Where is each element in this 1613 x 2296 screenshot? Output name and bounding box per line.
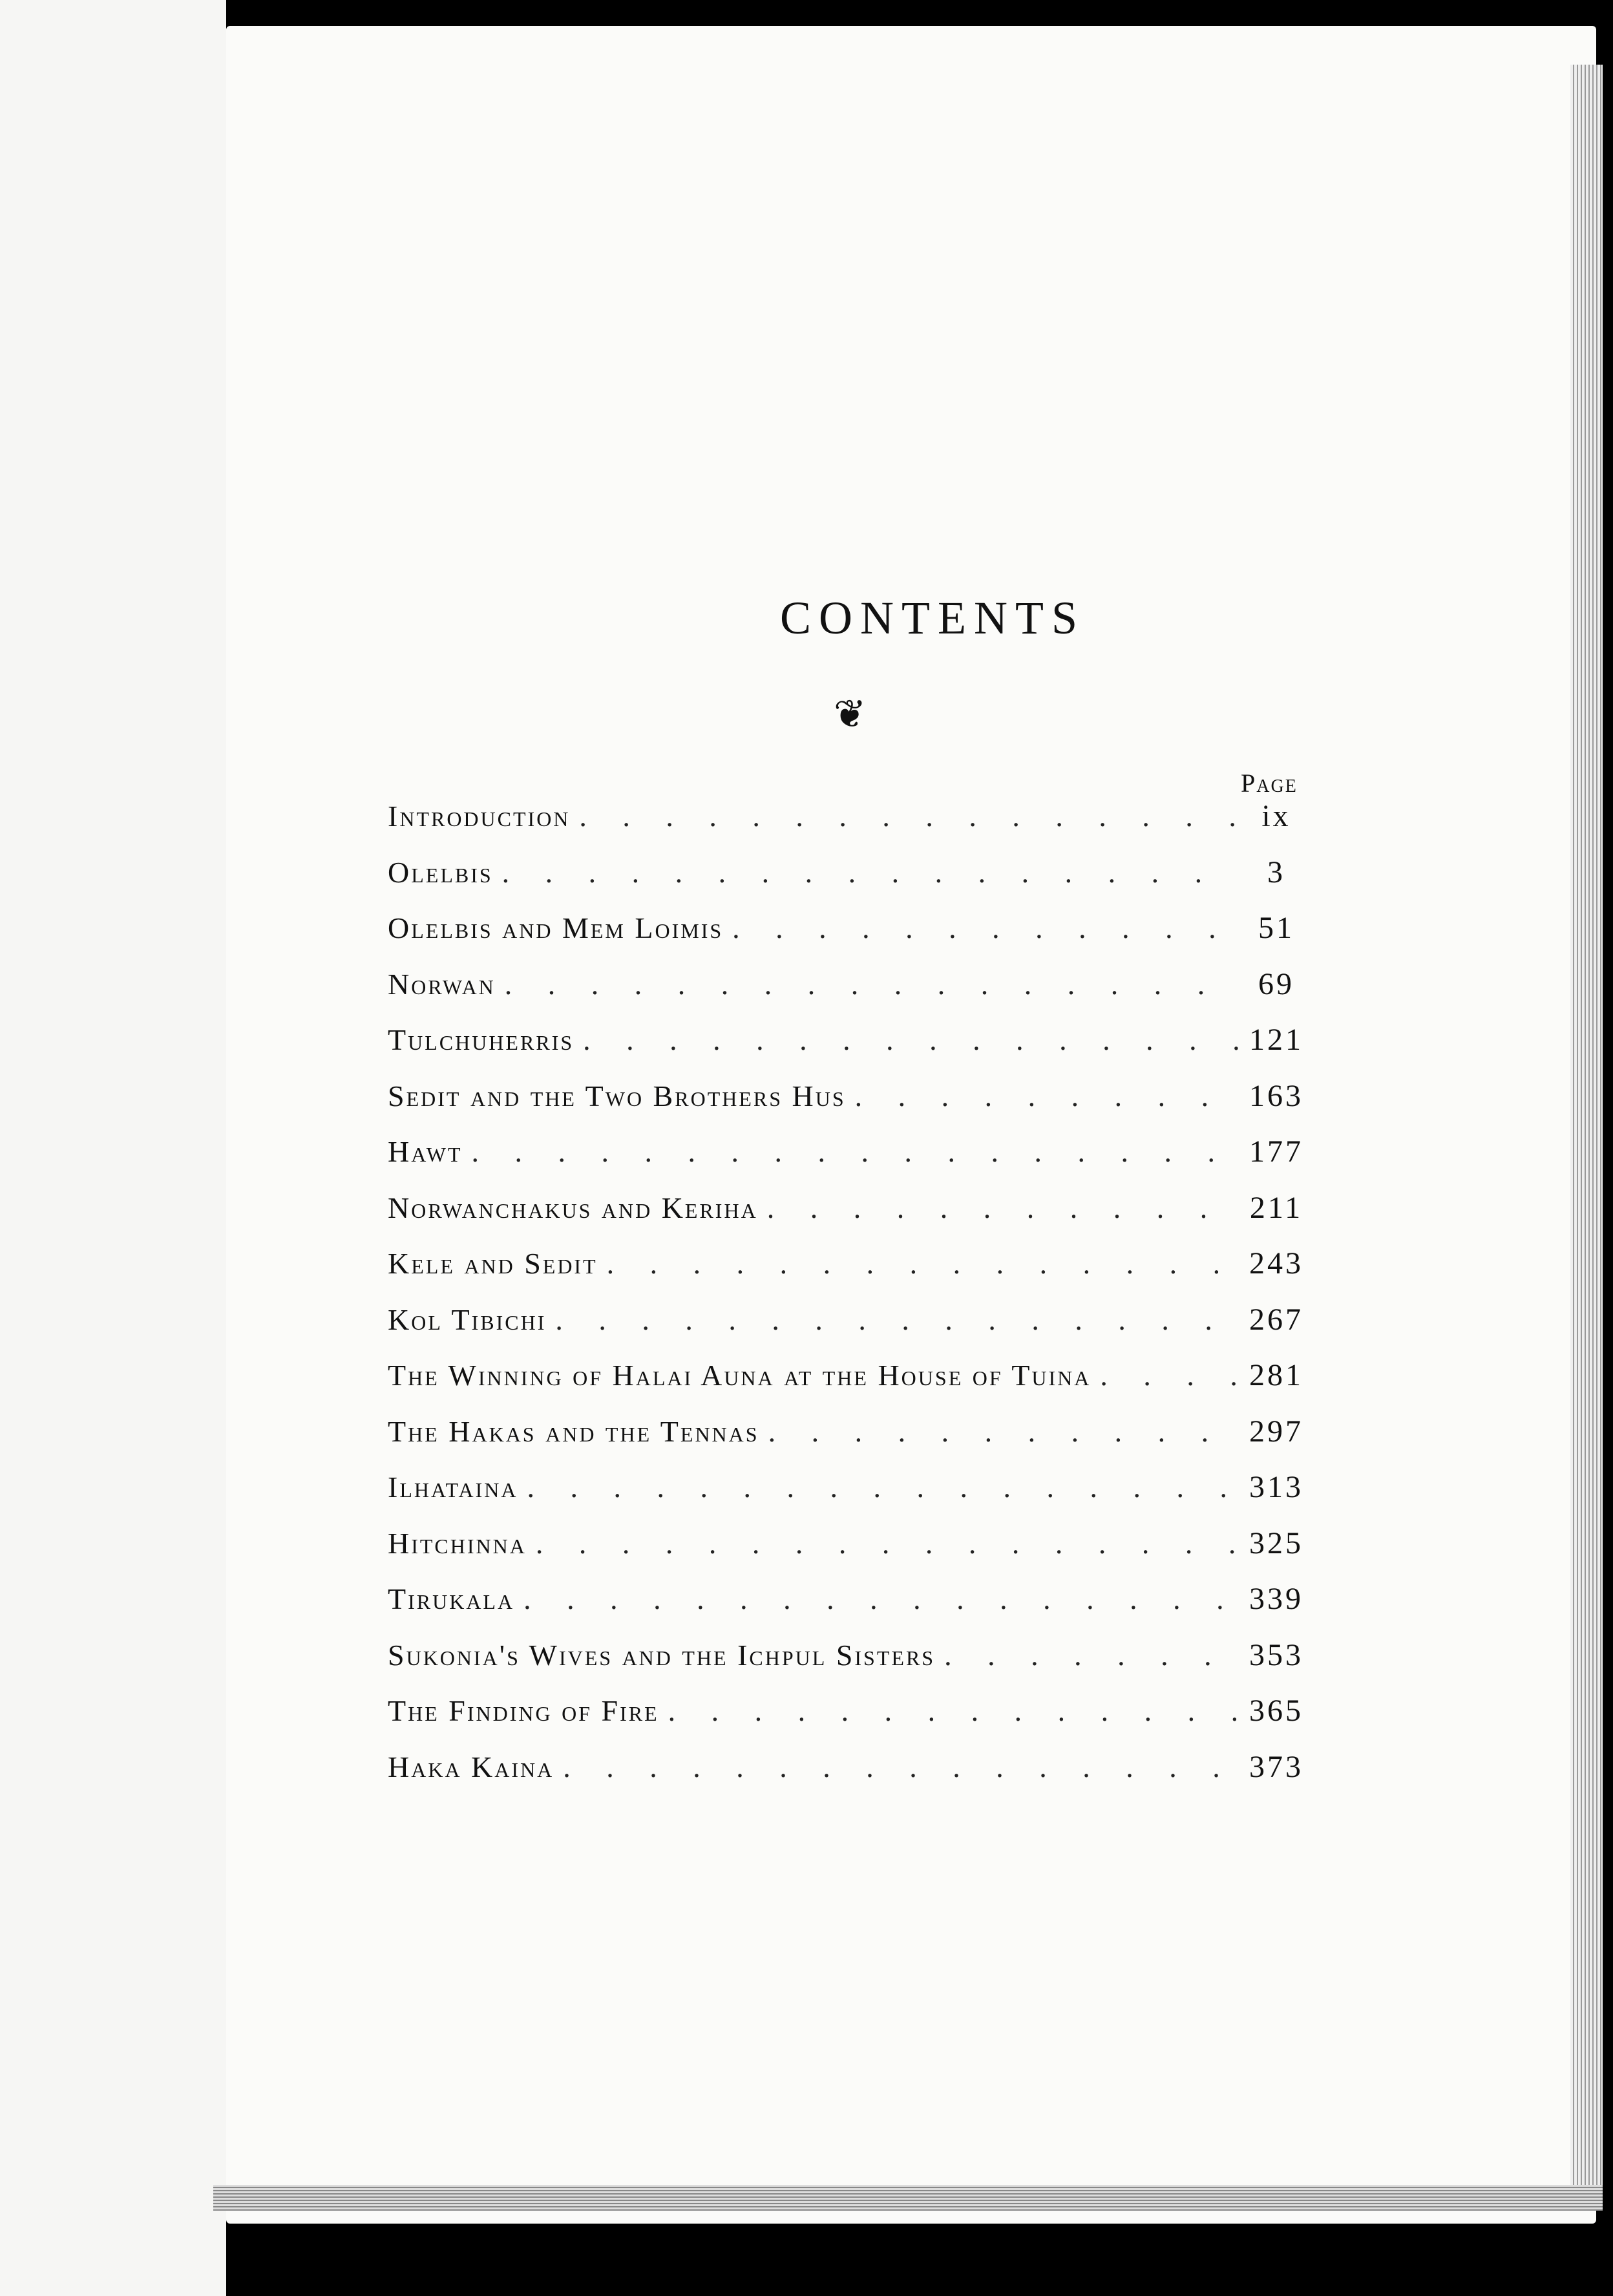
table-of-contents bbox=[388, 798, 1305, 1805]
toc-entry-page: 177 bbox=[1249, 1134, 1303, 1169]
page-column-label: Page bbox=[1241, 769, 1298, 798]
toc-entry bbox=[388, 1637, 1305, 1694]
toc-entry bbox=[388, 1022, 1305, 1078]
dot-leader bbox=[527, 1470, 1238, 1504]
dot-leader bbox=[767, 1191, 1238, 1225]
toc-entry-title: Kele and Sedit bbox=[388, 1247, 598, 1280]
toc-entry-page: 69 bbox=[1258, 966, 1294, 1001]
dot-leader bbox=[583, 1023, 1238, 1057]
toc-entry-page: 339 bbox=[1249, 1582, 1303, 1616]
toc-entry-page: ix bbox=[1261, 799, 1291, 833]
toc-entry-title: Haka Kaina bbox=[388, 1750, 554, 1783]
toc-entry bbox=[388, 1469, 1305, 1525]
dot-leader bbox=[505, 967, 1238, 1001]
toc-entry-title: Kol Tibichi bbox=[388, 1302, 547, 1336]
toc-entry bbox=[388, 1693, 1305, 1749]
left-page-margin bbox=[0, 0, 226, 2296]
dot-leader bbox=[1100, 1358, 1238, 1392]
toc-entry-title: Sedit and the Two Brothers Hus bbox=[388, 1079, 846, 1112]
toc-entry-title: Sukonia's Wives and the Ichpul Sisters bbox=[388, 1638, 936, 1672]
toc-entry-page: 365 bbox=[1249, 1694, 1303, 1728]
toc-entry-page: 281 bbox=[1249, 1358, 1303, 1392]
toc-entry-title: Ilhataina bbox=[388, 1471, 518, 1504]
toc-entry bbox=[388, 1525, 1305, 1582]
toc-entry-page: 353 bbox=[1249, 1637, 1303, 1672]
toc-entry-title: The Winning of Halai Auna at the House of Tuina bbox=[388, 1359, 1091, 1392]
toc-entry-title: Introduction bbox=[388, 800, 571, 833]
page-edges-bottom bbox=[213, 2185, 1603, 2211]
dot-leader bbox=[502, 855, 1238, 889]
dot-leader bbox=[555, 1302, 1238, 1337]
dot-leader bbox=[944, 1638, 1238, 1672]
toc-entry-page: 267 bbox=[1249, 1302, 1303, 1337]
toc-entry-page: 163 bbox=[1249, 1078, 1303, 1113]
toc-entry bbox=[388, 910, 1305, 966]
page-edges-right bbox=[1570, 65, 1603, 2198]
toc-entry-title: Olelbis and Mem Loimis bbox=[388, 911, 724, 944]
toc-entry-page: 373 bbox=[1249, 1749, 1303, 1784]
toc-entry-title: Olelbis bbox=[388, 855, 493, 889]
toc-entry bbox=[388, 1246, 1305, 1302]
toc-entry bbox=[388, 966, 1305, 1023]
toc-entry bbox=[388, 1302, 1305, 1358]
toc-entry-page: 297 bbox=[1249, 1414, 1303, 1449]
dot-leader bbox=[472, 1134, 1238, 1169]
toc-entry bbox=[388, 1414, 1305, 1470]
toc-entry bbox=[388, 1134, 1305, 1190]
dot-leader bbox=[563, 1750, 1238, 1784]
toc-entry-title: Norwan bbox=[388, 967, 496, 1001]
dot-leader bbox=[768, 1414, 1238, 1449]
toc-entry bbox=[388, 798, 1305, 855]
fleuron-icon: ❦ bbox=[834, 693, 867, 736]
toc-entry-page: 243 bbox=[1249, 1246, 1303, 1281]
dot-leader bbox=[523, 1582, 1238, 1616]
dot-leader bbox=[607, 1246, 1238, 1281]
toc-entry-title: Tulchuherris bbox=[388, 1023, 575, 1056]
dot-leader bbox=[668, 1694, 1238, 1728]
toc-entry bbox=[388, 1581, 1305, 1637]
toc-entry-page: 313 bbox=[1249, 1470, 1303, 1504]
contents-heading-container bbox=[0, 591, 1613, 645]
toc-entry-title: Hitchinna bbox=[388, 1526, 527, 1560]
page-title: CONTENTS bbox=[780, 592, 1085, 644]
toc-entry-title: Hawt bbox=[388, 1135, 463, 1168]
toc-entry-title: The Hakas and the Tennas bbox=[388, 1414, 759, 1448]
toc-entry bbox=[388, 1078, 1305, 1134]
toc-entry-page: 211 bbox=[1249, 1190, 1303, 1225]
toc-entry-page: 325 bbox=[1249, 1525, 1303, 1560]
dot-leader bbox=[536, 1526, 1238, 1560]
toc-entry-title: Tirukala bbox=[388, 1582, 515, 1615]
toc-entry bbox=[388, 1190, 1305, 1246]
toc-entry-title: Norwanchakus and Keriha bbox=[388, 1191, 758, 1224]
toc-entry-page: 121 bbox=[1249, 1023, 1303, 1057]
toc-entry-page: 51 bbox=[1258, 911, 1294, 945]
dot-leader bbox=[855, 1079, 1238, 1113]
toc-entry bbox=[388, 855, 1305, 911]
toc-entry bbox=[388, 1357, 1305, 1414]
toc-entry bbox=[388, 1749, 1305, 1805]
toc-entry-page: 3 bbox=[1267, 855, 1285, 889]
dot-leader bbox=[579, 799, 1238, 833]
toc-entry-title: The Finding of Fire bbox=[388, 1694, 659, 1727]
dot-leader bbox=[732, 911, 1238, 945]
